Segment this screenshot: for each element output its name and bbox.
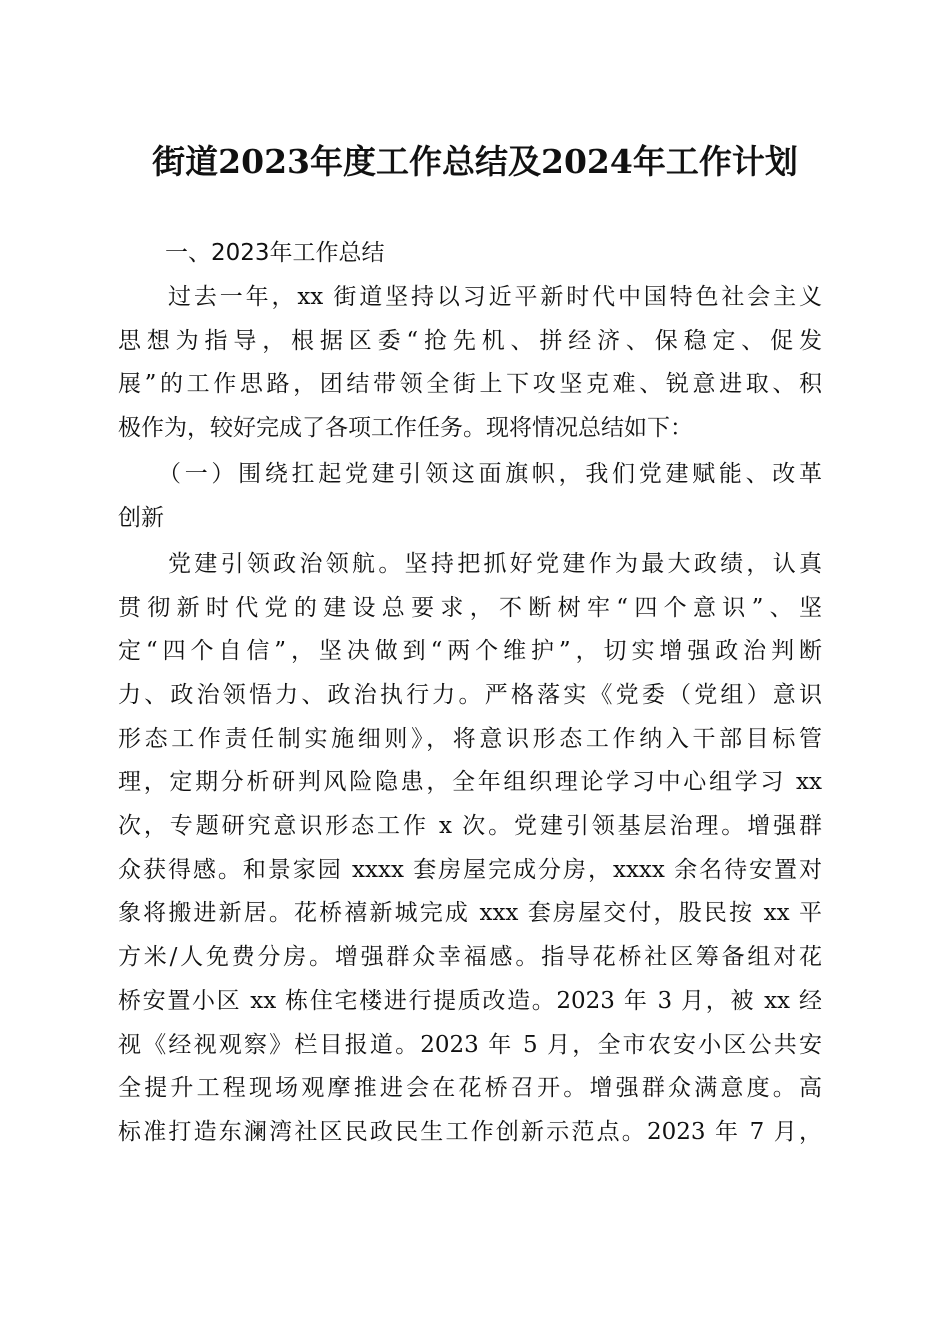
paragraph-line: 桥安置小区 xx 栋住宅楼进行提质改造。2023 年 3 月，被 xx 经: [118, 988, 822, 1014]
paragraph-line: 全提升工程现场观摩推进会在花桥召开。增强群众满意度。高: [118, 1075, 822, 1101]
paragraph-line: 象将搬进新居。花桥禧新城完成 xxx 套房屋交付，股民按 xx 平: [118, 900, 822, 926]
subsection-heading-line: （一）围绕扛起党建引领这面旗帜，我们党建赋能、改革: [158, 461, 822, 487]
paragraph-line: 思想为指导，根据区委“抢先机、拼经济、保稳定、促发: [118, 328, 822, 354]
paragraph-line: 定“四个自信”，坚决做到“两个维护”，切实增强政治判断: [118, 638, 822, 664]
paragraph-line: 贯彻新时代党的建设总要求，不断树牢“四个意识”、坚: [118, 595, 822, 621]
paragraph-line: 众获得感。和景家园 xxxx 套房屋完成分房，xxxx 余名待安置对: [118, 857, 822, 883]
paragraph-line: 方米/人免费分房。增强群众幸福感。指导花桥社区筹备组对花: [118, 944, 822, 970]
paragraph-line: 极作为，较好完成了各项工作任务。现将情况总结如下：: [118, 415, 693, 441]
paragraph-line: 展”的工作思路，团结带领全街上下攻坚克难、锐意进取、积: [118, 371, 822, 397]
paragraph-line: 视《经视观察》栏目报道。2023 年 5 月，全市农安小区公共安: [118, 1032, 822, 1058]
paragraph-line: 理，定期分析研判风险隐患，全年组织理论学习中心组学习 xx: [118, 769, 822, 795]
paragraph-line: 党建引领政治领航。坚持把抓好党建作为最大政绩，认真: [168, 551, 822, 577]
document-title: 街道2023年度工作总结及2024年工作计划: [152, 142, 798, 181]
paragraph-line: 形态工作责任制实施细则》，将意识形态工作纳入干部目标管: [118, 726, 822, 752]
section-heading: 一、2023年工作总结: [165, 240, 385, 266]
paragraph-line: 标准打造东澜湾社区民政民生工作创新示范点。2023 年 7 月，: [118, 1119, 822, 1145]
paragraph-line: 过去一年，xx 街道坚持以习近平新时代中国特色社会主义: [168, 284, 822, 310]
subsection-heading-line: 创新: [118, 505, 164, 531]
paragraph-line: 次，专题研究意识形态工作 x 次。党建引领基层治理。增强群: [118, 813, 822, 839]
paragraph-line: 力、政治领悟力、政治执行力。严格落实《党委（党组）意识: [118, 682, 822, 708]
